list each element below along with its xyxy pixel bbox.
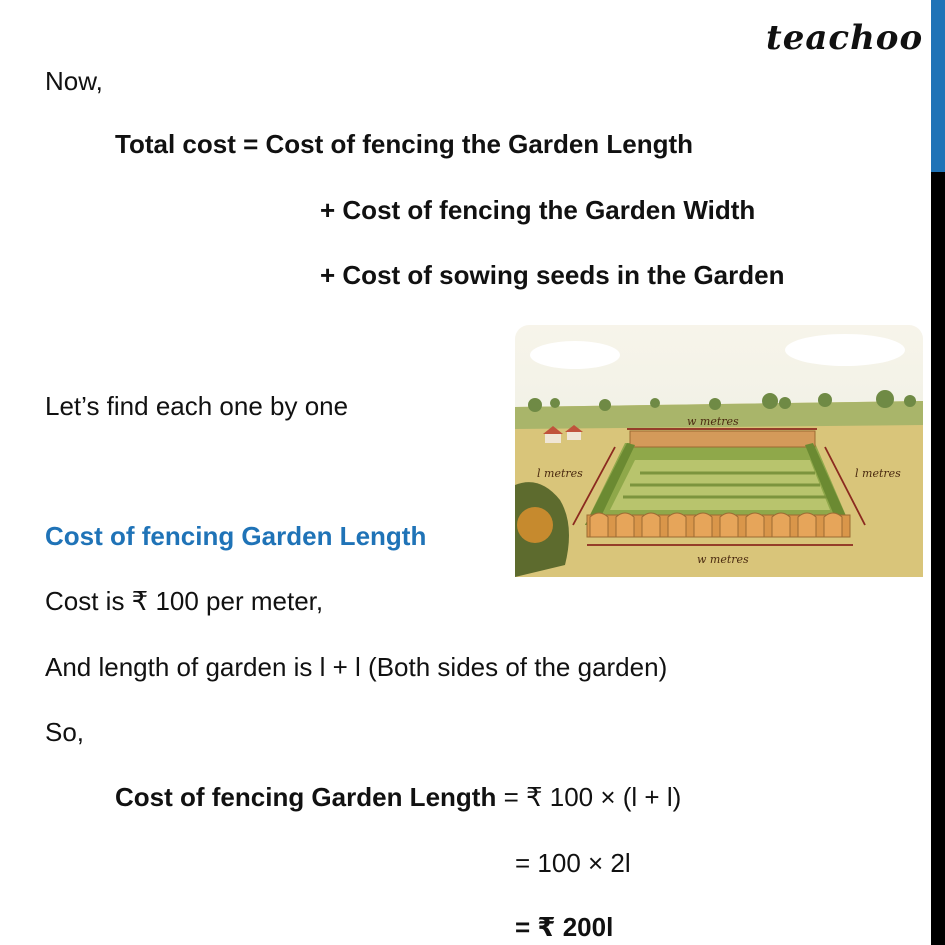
text-now: Now, (45, 66, 103, 96)
calc-line-1 (115, 782, 681, 812)
so-line: So, (45, 717, 85, 747)
label-top-width: w metres (687, 415, 739, 428)
section-heading: Cost of fencing Garden Length (45, 521, 427, 551)
total-cost-line: Total cost = Cost of fencing the Garden Length (115, 129, 694, 159)
cost-rate-line: Cost is ₹ 100 per meter, (45, 586, 324, 616)
find-line: Let’s find each one by one (45, 391, 349, 421)
plus-seeds-line: + Cost of sowing seeds in the Garden (320, 260, 785, 290)
garden-illustration (515, 325, 923, 577)
calc-result: = ₹ 200l (515, 912, 614, 942)
label-bottom-width: w metres (697, 553, 749, 566)
length-desc-line: And length of garden is l + l (Both sides of the garden) (45, 652, 668, 682)
sidebar-accent (931, 0, 945, 172)
plus-width-line: + Cost of fencing the Garden Width (320, 195, 756, 225)
calc-rhs-1: = ₹ 100 × (l + l) (496, 782, 682, 812)
label-right-length: l metres (855, 467, 901, 480)
calc-line-2: = 100 × 2l (515, 848, 631, 878)
teachoo-logo: teachoo (766, 18, 924, 58)
calc-label: Cost of fencing Garden Length (115, 782, 497, 812)
label-left-length: l metres (537, 467, 583, 480)
